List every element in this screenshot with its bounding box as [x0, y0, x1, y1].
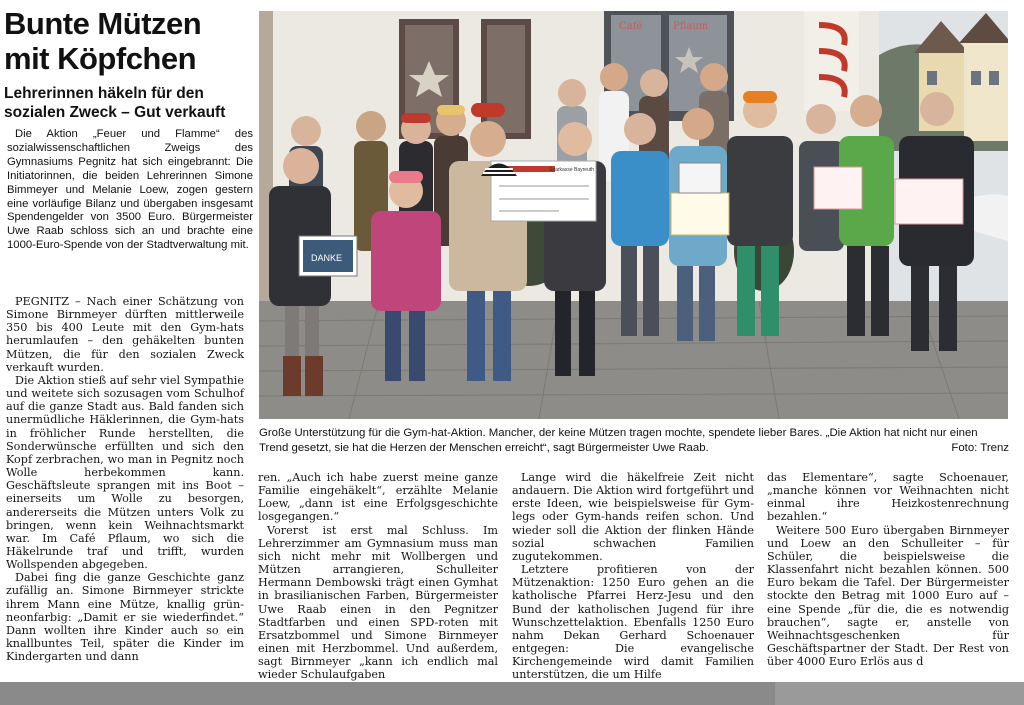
headline-line-1: Bunte Mützen	[4, 6, 202, 41]
paragraph: Weitere 500 Euro übergaben Birnmeyer und Loew an den Schulleiter – für Schüler, die beispielsweise die Klassenfahrt nicht bezahlen können. 500 Euro bekam die Tafel. Der Bürgermeister stockte den Betrag mit 1000 Euro auf – eine Spende „für die, die es notwendig brauchen“, sagte er, anstelle von Weihnachtsgeschenken für Geschäftspartner der Stadt. Der Rest von über 4000 Euro Erlös aus d	[767, 523, 1009, 669]
danke-certificate: DANKE	[311, 253, 343, 263]
photo-caption	[259, 426, 1009, 455]
headline-line-2: mit Köpfchen	[4, 41, 197, 76]
paragraph: Die Aktion stieß auf sehr viel Sympathie und weitete sich sozusagen vom Schulhof auf die ganze Stadt aus. Bald fanden sich unermüdliche Häklerinnen, die Gym-hats in fröhlicher Runde herstellten, die Sonderwünsche erfüllten und sich den Kopf zerbrachen, wo man in Pegnitz noch Wolle herbekommen kann. Geschäftsleute sprangen mit ins Boot – einerseits um Wolle zu besorgen, andererseits die Mützen unters Volk zu bringen, wenn kein Weihnachtsmarkt war. Im Café Pflaum, wo sich die Häkelrunde traf und trifft, wurden Wollspenden abgegeben.	[6, 373, 244, 572]
subheadline-line-1: Lehrerinnen häkeln für den	[4, 85, 204, 102]
paragraph: Letztere profitieren von der Mützenaktion: 1250 Euro gehen an die katholische Pfarrei Herz-Jesu und den Bund der katholischen Jugend für ihre Wunschzettelaktion. Ebenfalls 1250 Euro nahm Dekan Gerhard Schoenauer entgegen: Die evangelische Kirchengemeinde wird damit Familien unterstützen, die um Hilfe	[512, 563, 754, 682]
text-column-1	[6, 295, 244, 663]
viewer-bottom-bar	[0, 682, 1024, 705]
text-column-2	[258, 471, 498, 682]
paragraph: Lange wird die häkelfreie Zeit nicht andauern. Die Aktion wird fortgeführt und erste Ideen, wie beispielsweise für Gym-legs oder Gym-hands reifen schon. Und wieder soll die Aktion der flinken Hände sozial schwachen Familien zugutekommen.	[512, 471, 754, 563]
photo-credit: Foto: Trenz	[951, 441, 1009, 454]
paragraph: Dabei fing die ganze Geschichte ganz zufällig an. Simone Birnmeyer strickte ihrem Mann eine Mütze, knallig grün-neonfarbig: „Damit er sie wiederfindet.“ Dann wollten ihre Kinder auch so ein knallbuntes Teil, später die Kinder im Kindergarten und dann	[6, 571, 244, 664]
article-subheadline	[4, 84, 256, 122]
paragraph: das Elementare“, sagte Schoenauer, „manche können vor Weihnachten nicht einmal ihre Heizkostenrechnung bezahlen.“	[767, 471, 1009, 524]
text-column-3	[512, 471, 754, 682]
subheadline-line-2: sozialen Zweck – Gut verkauft	[4, 104, 226, 121]
viewer-bottom-bar-segment	[775, 682, 1024, 705]
pflaum-sign: Pflaum	[673, 21, 709, 32]
cafe-sign: Café	[619, 21, 643, 32]
article-headline	[4, 6, 254, 76]
paragraph: PEGNITZ – Nach einer Schätzung von Simone Birnmeyer dürften mittlerweile 350 bis 400 Leute mit den Gym-hats herumlaufen – den gehäkelten bunten Mützen, die für den sozialen Zweck verkauft wurden.	[6, 295, 244, 374]
article-lead: Die Aktion „Feuer und Flamme“ des sozialwissenschaftlichen Zweigs des Gymnasiums Pegnitz hat sich eingebrannt: Die Initiatorinnen, die beiden Lehrerinnen Simone Bimmeyer und Melanie Loew, zogen gestern eine vorläufige Bilanz und übergaben insgesamt Spendengelder von 3500 Euro. Bürgermeister Uwe Raab schloss sich an und brachte eine 1000-Euro-Spende von der Stadtverwaltung mit.	[7, 128, 253, 252]
paragraph: ren. „Auch ich habe zuerst meine ganze Familie eingehäkelt“, erzählte Melanie Loew, „dann ist eine Erfolgsgeschichte losgegangen.“	[258, 471, 498, 524]
paragraph: Vorerst ist erst mal Schluss. Im Lehrerzimmer am Gymnasium muss man sich nicht mehr mit Wollbergen und Mützen arrangieren, Schulleiter Hermann Dembowski trägt einen Gymhat in brasilianischen Farben, Bürgermeister Uwe Raab einen in den Pegnitzer Stadtfarben und einen SPD-roten mit Ersatzbommel und Simone Birnmeyer einen mit Herzbommel. Und außerdem, sagt Birnmeyer „kann ich endlich mal wieder Schulaufgaben	[258, 523, 498, 682]
article-photo	[259, 11, 1008, 419]
caption-text: Große Unterstützung für die Gym-hat-Aktion. Mancher, der keine Mützen tragen mochte, spendete lieber Bares. „Die Aktion hat nicht nur einen Trend gesetzt, sie hat die Herzen der Menschen erreicht“, sagt Bürgermeister Uwe Raab.	[259, 427, 978, 454]
text-column-4	[767, 471, 1009, 668]
check-bank-name: Sparkasse Bayreuth	[549, 167, 595, 173]
